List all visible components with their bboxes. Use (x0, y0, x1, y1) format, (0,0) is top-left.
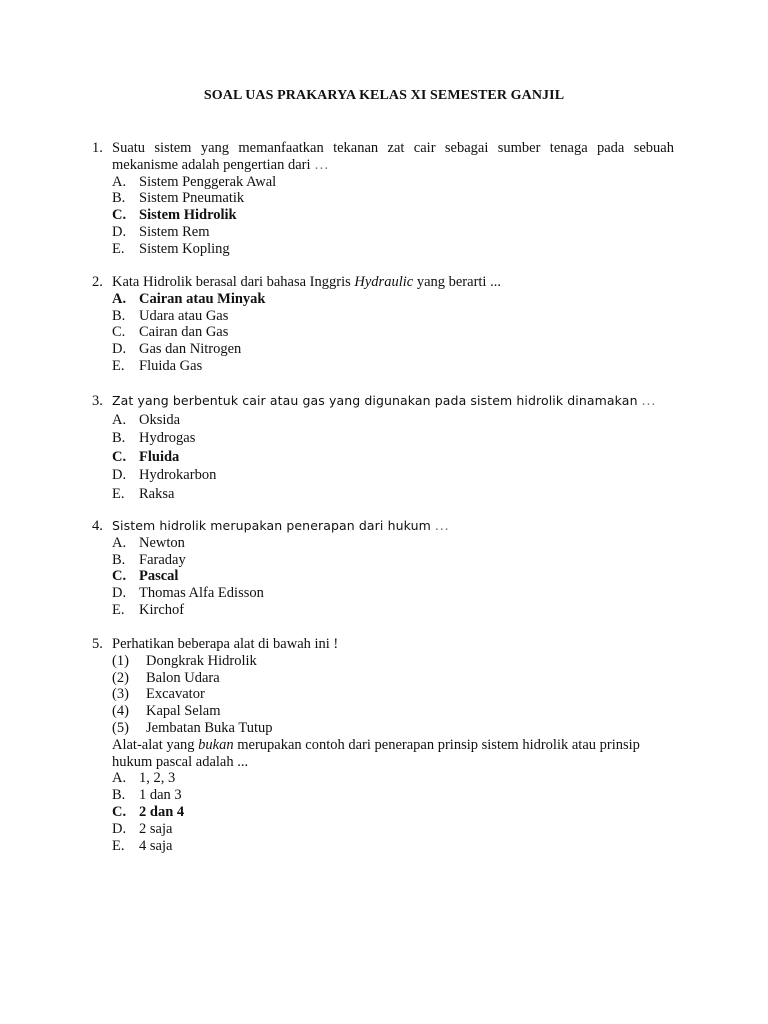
question-number: 5. (92, 636, 103, 652)
option-d: D. Thomas Alfa Edisson (112, 585, 264, 602)
question-3 (92, 392, 674, 504)
ellipsis: … (641, 393, 656, 409)
option-e: E. Kirchof (112, 601, 185, 618)
option-c-correct: C. Sistem Hidrolik (112, 207, 237, 224)
option-c-correct: C. 2 dan 4 (112, 803, 185, 820)
option-e: E. Sistem Kopling (112, 240, 230, 257)
list-item: (1) Dongkrak Hidrolik (112, 652, 257, 669)
option-d: D. Sistem Rem (112, 223, 210, 240)
option-a: A. Oksida (112, 411, 181, 428)
list-item: (2) Balon Udara (112, 669, 220, 686)
option-a: A. 1, 2, 3 (112, 770, 176, 787)
option-e: E. Raksa (112, 485, 175, 502)
option-list (112, 535, 674, 619)
option-d: D. Hydrokarbon (112, 467, 217, 484)
option-a: A. Newton (112, 534, 185, 551)
question-number: 4. (92, 518, 103, 534)
question-text: Sistem hidrolik merupakan penerapan dari hukum … (112, 518, 449, 534)
option-c: C. Cairan dan Gas (112, 324, 229, 341)
question-number: 1. (92, 140, 103, 156)
question-text: Perhatikan beberapa alat di bawah ini ! (112, 636, 339, 652)
document-title: SOAL UAS PRAKARYA KELAS XI SEMESTER GANJIL (203, 88, 565, 103)
italic-term: Hydraulic (354, 274, 414, 290)
option-d: D. 2 saja (112, 820, 173, 837)
option-list (112, 291, 674, 375)
option-b: B. 1 dan 3 (112, 787, 182, 804)
option-c-correct: C. Fluida (112, 448, 180, 465)
option-c-correct: C. Pascal (112, 568, 179, 585)
list-item: (4) Kapal Selam (112, 703, 221, 720)
option-list (112, 411, 674, 504)
option-a-correct: A. Cairan atau Minyak (112, 290, 266, 307)
option-b: B. Udara atau Gas (112, 307, 229, 324)
question-2 (92, 274, 674, 375)
question-4 (92, 518, 674, 619)
option-list (112, 174, 674, 258)
tool-list (112, 653, 674, 737)
question-1 (92, 140, 674, 258)
question-number: 2. (92, 274, 103, 290)
list-item: (5) Jembatan Buka Tutup (112, 719, 273, 736)
question-number: 3. (92, 393, 103, 409)
option-d: D. Gas dan Nitrogen (112, 341, 242, 358)
list-item: (3) Excavator (112, 686, 205, 703)
italic-term: bukan (198, 736, 234, 753)
ellipsis: … (314, 156, 329, 173)
option-b: B. Sistem Pneumatik (112, 190, 245, 207)
option-e: E. Fluida Gas (112, 357, 203, 374)
option-list (112, 770, 674, 854)
question-text: Zat yang berbentuk cair atau gas yang digunakan pada sistem hidrolik dinamakan … (112, 393, 656, 409)
ellipsis: … (434, 518, 449, 534)
question-text: Kata Hidrolik berasal dari bahasa Inggris Hydraulic yang berarti ... (112, 274, 501, 290)
option-a: A. Sistem Penggerak Awal (112, 173, 277, 190)
option-e: E. 4 saja (112, 837, 173, 854)
question-5 (92, 636, 674, 854)
option-b: B. Faraday (112, 551, 186, 568)
question-text: Suatu sistem yang memanfaatkan tekanan zat cair sebagai sumber tenaga pada sebuah mekanisme adalah pengertian dari … (112, 140, 674, 173)
question-prompt: Alat-alat yang bukan merupakan contoh dari penerapan prinsip sistem hidrolik atau prinsip hukum pascal adalah ... (112, 736, 640, 770)
option-b: B. Hydrogas (112, 430, 196, 447)
